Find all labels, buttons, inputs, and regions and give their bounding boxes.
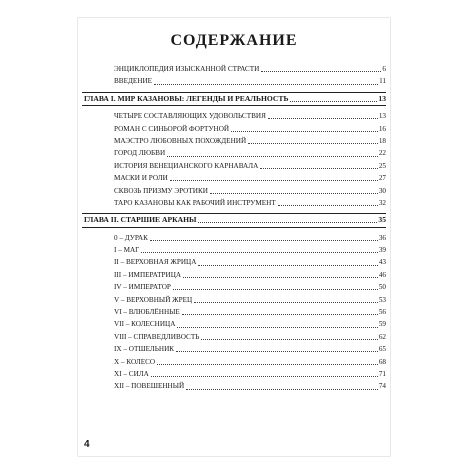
- toc-entry: [78, 368, 390, 380]
- leader-dots: [198, 222, 377, 223]
- entry-page-number: 43: [378, 256, 386, 268]
- entry-page-number: 71: [378, 368, 386, 380]
- leader-dots: [182, 314, 378, 315]
- entry-title: ЭНЦИКЛОПЕДИЯ ИЗЫСКАННОЙ СТРАСТИ: [114, 63, 261, 75]
- entry-page-number: 62: [378, 331, 386, 343]
- entry-page-number: 18: [378, 135, 386, 147]
- entry-page-number: 46: [378, 269, 386, 281]
- entry-page-number: 68: [378, 356, 386, 368]
- toc-entry: [78, 294, 390, 306]
- entry-page-number: 25: [378, 160, 386, 172]
- leader-dots: [261, 71, 381, 72]
- leader-dots: [183, 277, 378, 278]
- spacer: [78, 393, 390, 397]
- toc-entry: [78, 343, 390, 355]
- entry-title: XII – ПОВЕШЕННЫЙ: [114, 380, 186, 392]
- entry-title: VI – ВЛЮБЛЁННЫЕ: [114, 306, 182, 318]
- entry-page-number: 59: [378, 318, 386, 330]
- entry-title: XI – СИЛА: [114, 368, 151, 380]
- toc-entry: [78, 172, 390, 184]
- leader-dots: [201, 339, 378, 340]
- toc-entry: [78, 123, 390, 135]
- entry-title: МАЭСТРО ЛЮБОВНЫХ ПОХОЖДЕНИЙ: [114, 135, 248, 147]
- leader-dots: [210, 193, 378, 194]
- entry-page-number: 65: [378, 343, 386, 355]
- leader-dots: [248, 143, 378, 144]
- toc-entry: [78, 75, 390, 87]
- entry-page-number: 16: [378, 123, 386, 135]
- entry-title: V – ВЕРХОВНЫЙ ЖРЕЦ: [114, 294, 194, 306]
- toc-entry: [78, 185, 390, 197]
- entry-page-number: 22: [378, 147, 386, 159]
- entry-title: ГЛАВА II. СТАРШИЕ АРКАНЫ: [84, 214, 198, 226]
- entry-page-number: 39: [378, 244, 386, 256]
- entry-page-number: 11: [378, 75, 386, 87]
- leader-dots: [231, 131, 378, 132]
- entry-title: VIII – СПРАВЕДЛИВОСТЬ: [114, 331, 201, 343]
- toc-entry: [78, 197, 390, 209]
- entry-title: ИСТОРИЯ ВЕНЕЦИАНСКОГО КАРНАВАЛА: [114, 160, 260, 172]
- page-title: СОДЕРЖАНИЕ: [170, 32, 298, 49]
- entry-page-number: 74: [378, 380, 386, 392]
- leader-dots: [290, 101, 377, 102]
- entry-title: I – МАГ: [114, 244, 141, 256]
- toc-entry: [78, 244, 390, 256]
- leader-dots: [260, 168, 378, 169]
- toc-entry: [78, 269, 390, 281]
- entry-page-number: 6: [381, 63, 386, 75]
- toc-entry: [78, 232, 390, 244]
- leader-dots: [278, 205, 378, 206]
- entry-title: X – КОЛЕСО: [114, 356, 157, 368]
- chapter-heading: [78, 214, 390, 226]
- leader-dots: [167, 156, 378, 157]
- chapter-heading: [78, 93, 390, 105]
- leader-dots: [151, 376, 378, 377]
- entry-title: ТАРО КАЗАНОВЫ КАК РАБОЧИЙ ИНСТРУМЕНТ: [114, 197, 278, 209]
- entry-page-number: 53: [378, 294, 386, 306]
- toc-entry: [78, 256, 390, 268]
- entry-title: РОМАН С СИНЬОРОЙ ФОРТУНОЙ: [114, 123, 231, 135]
- leader-dots: [177, 327, 378, 328]
- entry-title: СКВОЗЬ ПРИЗМУ ЭРОТИКИ: [114, 185, 210, 197]
- entry-page-number: 32: [378, 197, 386, 209]
- entry-title: IX – ОТШЕЛЬНИК: [114, 343, 176, 355]
- leader-dots: [141, 252, 378, 253]
- entry-title: VII – КОЛЕСНИЦА: [114, 318, 177, 330]
- toc-entry: [78, 63, 390, 75]
- leader-dots: [170, 180, 378, 181]
- entry-page-number: 50: [378, 281, 386, 293]
- entry-page-number: 30: [378, 185, 386, 197]
- entry-title: ГЛАВА I. МИР КАЗАНОВЫ: ЛЕГЕНДЫ И РЕАЛЬНОСТЬ: [84, 93, 290, 105]
- leader-dots: [186, 389, 378, 390]
- entry-title: ВВЕДЕНИЕ: [114, 75, 154, 87]
- leader-dots: [176, 351, 378, 352]
- toc-entry: [78, 135, 390, 147]
- entry-title: ЧЕТЫРЕ СОСТАВЛЯЮЩИХ УДОВОЛЬСТВИЯ: [114, 110, 268, 122]
- leader-dots: [157, 364, 378, 365]
- entry-title: IV – ИМПЕРАТОР: [114, 281, 173, 293]
- entry-page-number: 13: [377, 93, 386, 105]
- entry-title: 0 – ДУРАК: [114, 232, 150, 244]
- book-page: [78, 18, 390, 456]
- toc-entry: [78, 147, 390, 159]
- page-number: 4: [84, 439, 90, 450]
- entry-page-number: 13: [378, 110, 386, 122]
- entry-page-number: 56: [378, 306, 386, 318]
- toc-entry: [78, 306, 390, 318]
- leader-dots: [150, 240, 378, 241]
- entry-title: МАСКИ И РОЛИ: [114, 172, 170, 184]
- toc-entry: [78, 318, 390, 330]
- leader-dots: [268, 118, 378, 119]
- entry-page-number: 35: [377, 214, 386, 226]
- entry-title: ГОРОД ЛЮБВИ: [114, 147, 167, 159]
- toc-entry: [78, 331, 390, 343]
- toc-entry: [78, 356, 390, 368]
- toc-entry: [78, 380, 390, 392]
- entry-page-number: 36: [378, 232, 386, 244]
- entry-title: III – ИМПЕРАТРИЦА: [114, 269, 183, 281]
- entry-title: II – ВЕРХОВНАЯ ЖРИЦА: [114, 256, 198, 268]
- leader-dots: [194, 302, 378, 303]
- leader-dots: [198, 265, 378, 266]
- toc-entry: [78, 160, 390, 172]
- entry-page-number: 27: [378, 172, 386, 184]
- toc-entry: [78, 281, 390, 293]
- toc-entry: [78, 110, 390, 122]
- table-of-contents: [78, 63, 390, 397]
- leader-dots: [154, 84, 378, 85]
- leader-dots: [173, 289, 378, 290]
